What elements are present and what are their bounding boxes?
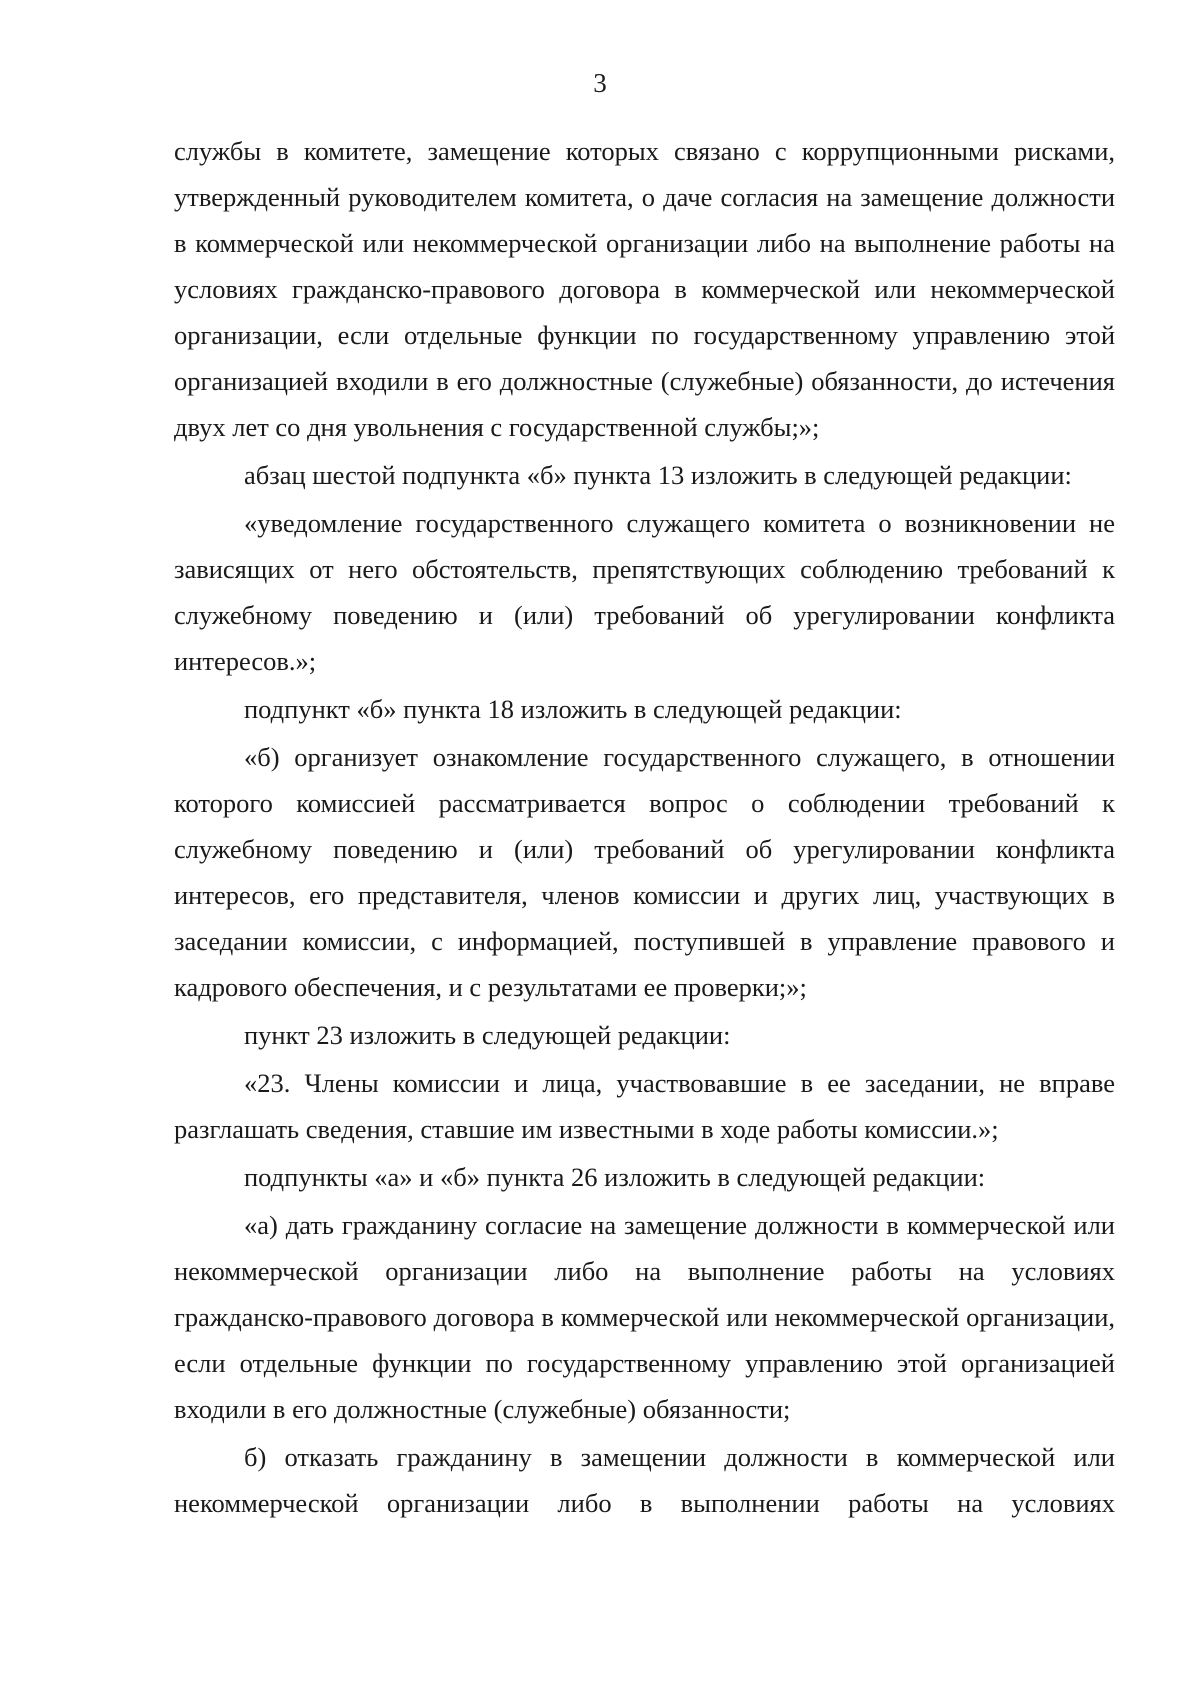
paragraph-continuation: службы в комитете, замещение которых связано с коррупционными рисками, утвержденный руководителем комитета, о даче согласия на замещение должности в коммерческой или некоммерческой организации либо на выполнение работы на условиях гражданско-правового договора в коммерческой или некоммерческой организации, если отдельные функции по государственному управлению этой организацией входили в его должностные (служебные) обязанности, до истечения двух лет со дня увольнения с государственной службы;»; bbox=[174, 136, 1115, 442]
paragraph-quote: б) отказать гражданину в замещении должности в коммерческой или некоммерческой организации либо в выполнении работы на условиях bbox=[174, 1442, 1115, 1518]
paragraph-instruction: пункт 23 изложить в следующей редакции: bbox=[244, 1020, 731, 1050]
paragraph-quote: «а) дать гражданину согласие на замещение должности в коммерческой или некоммерческой организации либо на выполнение работы на условиях гражданско-правового договора в коммерческой или некоммерческой организации, если отдельные функции по государственному управлению этой организацией входили в его должностные (служебные) обязанности; bbox=[174, 1210, 1115, 1424]
document-body bbox=[174, 128, 1115, 1526]
paragraph-quote: «б) организует ознакомление государственного служащего, в отношении которого комиссией рассматривается вопрос о соблюдении требований к служебному поведению и (или) требований об урегулировании конфликта интересов, его представителя, членов комиссии и других лиц, участвующих в заседании комиссии, с информацией, поступившей в управление правового и кадрового обеспечения, и с результатами ее проверки;»; bbox=[174, 742, 1115, 1002]
paragraph-instruction: подпункты «а» и «б» пункта 26 изложить в следующей редакции: bbox=[244, 1162, 986, 1192]
paragraph-instruction: подпункт «б» пункта 18 изложить в следующей редакции: bbox=[244, 694, 902, 724]
page-number: 3 bbox=[593, 68, 607, 98]
paragraph-instruction: абзац шестой подпункта «б» пункта 13 изложить в следующей редакции: bbox=[244, 460, 1072, 490]
paragraph-quote: «23. Члены комиссии и лица, участвовавшие в ее заседании, не вправе разглашать сведения, ставшие им известными в ходе работы комиссии.»; bbox=[174, 1068, 1115, 1144]
paragraph-quote: «уведомление государственного служащего комитета о возникновении не зависящих от него обстоятельств, препятствующих соблюдению требований к служебному поведению и (или) требований об урегулировании конфликта интересов.»; bbox=[174, 508, 1115, 676]
